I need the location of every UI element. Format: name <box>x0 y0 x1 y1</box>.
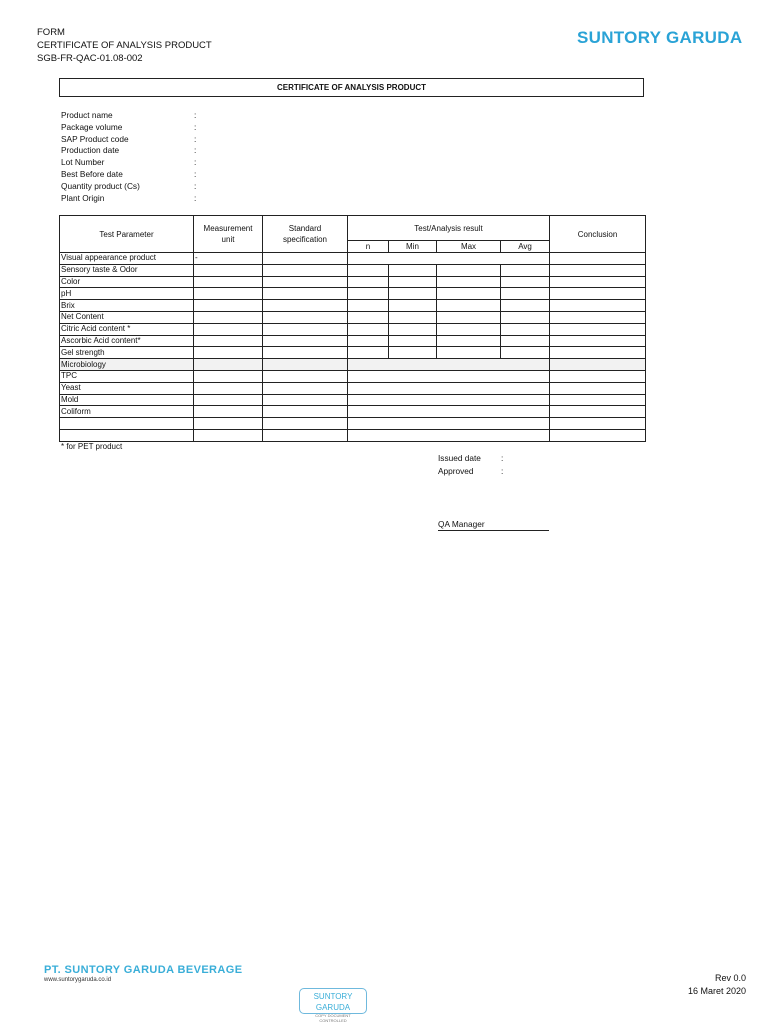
result-cell <box>348 406 550 418</box>
result-max-cell <box>437 264 501 276</box>
result-n-cell <box>348 264 389 276</box>
result-min-cell <box>389 323 437 335</box>
unit-cell <box>194 323 263 335</box>
revision: Rev 0.0 <box>714 973 746 983</box>
table-row <box>60 394 646 406</box>
product-info-colon: : <box>194 157 197 168</box>
result-max-cell <box>437 311 501 323</box>
parameter-cell: Coliform <box>60 406 194 418</box>
result-min-cell <box>389 264 437 276</box>
approved-colon: : <box>501 466 504 476</box>
specification-cell <box>263 288 348 300</box>
specification-cell <box>263 311 348 323</box>
result-min-cell <box>389 276 437 288</box>
table-row <box>60 288 646 300</box>
footer-company: PT. SUNTORY GARUDA BEVERAGE <box>44 964 243 976</box>
specification-cell <box>263 382 348 394</box>
result-cell <box>348 359 550 371</box>
unit-cell <box>194 276 263 288</box>
product-info-row <box>61 145 361 157</box>
header-min: Min <box>389 241 437 253</box>
conclusion-cell <box>550 288 646 300</box>
result-max-cell <box>437 288 501 300</box>
table-row <box>60 300 646 312</box>
product-info-row <box>61 181 361 193</box>
qa-manager-signature: QA Manager <box>438 518 549 531</box>
parameter-cell: pH <box>60 288 194 300</box>
result-cell <box>348 253 550 265</box>
specification-cell <box>263 359 348 371</box>
footer-website: www.suntorygaruda.co.id <box>44 977 112 983</box>
result-n-cell <box>348 347 389 359</box>
result-n-cell <box>348 335 389 347</box>
result-n-cell <box>348 300 389 312</box>
header-avg: Avg <box>501 241 550 253</box>
product-info-row <box>61 193 361 205</box>
parameter-cell <box>60 429 194 441</box>
form-label: FORM <box>37 27 65 38</box>
specification-cell <box>263 406 348 418</box>
stamp-brand: SUNTORY GARUDA <box>313 992 353 1012</box>
unit-cell <box>194 347 263 359</box>
issued-date-colon: : <box>501 453 504 463</box>
result-max-cell <box>437 335 501 347</box>
unit-cell: - <box>194 253 263 265</box>
conclusion-cell <box>550 253 646 265</box>
specification-cell <box>263 276 348 288</box>
unit-cell <box>194 394 263 406</box>
unit-cell <box>194 382 263 394</box>
revision-date: 16 Maret 2020 <box>687 986 746 996</box>
unit-cell <box>194 288 263 300</box>
product-info-colon: : <box>194 133 197 144</box>
table-row <box>60 347 646 359</box>
specification-cell <box>263 418 348 430</box>
conclusion-cell <box>550 347 646 359</box>
parameter-cell: TPC <box>60 370 194 382</box>
result-min-cell <box>389 288 437 300</box>
stamp-line1: COPY DOCUMENT <box>315 1013 351 1018</box>
table-row <box>60 382 646 394</box>
analysis-table-body <box>60 253 646 442</box>
controlled-copy-stamp <box>299 988 367 1023</box>
conclusion-cell <box>550 382 646 394</box>
result-max-cell <box>437 323 501 335</box>
table-row <box>60 370 646 382</box>
result-n-cell <box>348 311 389 323</box>
result-n-cell <box>348 323 389 335</box>
product-info-list <box>61 110 361 204</box>
specification-cell <box>263 429 348 441</box>
parameter-cell: Gel strength <box>60 347 194 359</box>
product-info-label: Production date <box>61 145 120 156</box>
header-test-parameter: Test Parameter <box>60 216 194 253</box>
header-standard-specification: Standard specification <box>263 216 348 253</box>
conclusion-cell <box>550 418 646 430</box>
product-info-label: Lot Number <box>61 157 105 168</box>
parameter-cell <box>60 418 194 430</box>
table-row <box>60 429 646 441</box>
unit-cell <box>194 264 263 276</box>
product-info-label: Package volume <box>61 121 123 132</box>
product-info-row <box>61 169 361 181</box>
parameter-cell: Mold <box>60 394 194 406</box>
result-avg-cell <box>501 288 550 300</box>
result-avg-cell <box>501 347 550 359</box>
result-avg-cell <box>501 323 550 335</box>
result-min-cell <box>389 347 437 359</box>
issued-date-label: Issued date <box>438 453 481 463</box>
product-info-colon: : <box>194 168 197 179</box>
result-max-cell <box>437 300 501 312</box>
document-title: CERTIFICATE OF ANALYSIS PRODUCT <box>59 78 644 97</box>
analysis-table <box>59 215 646 442</box>
specification-cell <box>263 370 348 382</box>
approved-label: Approved <box>438 466 474 476</box>
product-info-row <box>61 110 361 122</box>
table-row <box>60 311 646 323</box>
result-cell <box>348 429 550 441</box>
product-info-label: Quantity product (Cs) <box>61 180 140 191</box>
conclusion-cell <box>550 264 646 276</box>
product-info-label: Plant Origin <box>61 192 105 203</box>
result-min-cell <box>389 300 437 312</box>
result-avg-cell <box>501 264 550 276</box>
product-info-colon: : <box>194 145 197 156</box>
result-cell <box>348 370 550 382</box>
table-row <box>60 253 646 265</box>
table-row <box>60 418 646 430</box>
parameter-cell: Brix <box>60 300 194 312</box>
specification-cell <box>263 264 348 276</box>
specification-cell <box>263 394 348 406</box>
unit-cell <box>194 406 263 418</box>
product-info-colon: : <box>194 110 197 120</box>
table-row <box>60 264 646 276</box>
revision-block <box>688 972 746 998</box>
product-info-label: Product name <box>61 110 113 120</box>
specification-cell <box>263 323 348 335</box>
result-cell <box>348 394 550 406</box>
result-cell <box>348 382 550 394</box>
unit-cell <box>194 418 263 430</box>
conclusion-cell <box>550 300 646 312</box>
product-info-colon: : <box>194 192 197 203</box>
conclusion-cell <box>550 323 646 335</box>
table-row <box>60 406 646 418</box>
parameter-cell: Net Content <box>60 311 194 323</box>
header-measurement-unit: Measurement unit <box>194 216 263 253</box>
product-info-label: Best Before date <box>61 168 123 179</box>
result-max-cell <box>437 347 501 359</box>
conclusion-cell <box>550 359 646 371</box>
header-test-result: Test/Analysis result <box>348 216 550 241</box>
conclusion-cell <box>550 429 646 441</box>
specification-cell <box>263 253 348 265</box>
result-n-cell <box>348 288 389 300</box>
header-conclusion: Conclusion <box>550 216 646 253</box>
product-info-colon: : <box>194 180 197 191</box>
parameter-cell: Ascorbic Acid content* <box>60 335 194 347</box>
table-row <box>60 359 646 371</box>
specification-cell <box>263 335 348 347</box>
parameter-cell: Citric Acid content * <box>60 323 194 335</box>
form-code: SGB-FR-QAC-01.08-002 <box>37 53 143 64</box>
header-n: n <box>348 241 389 253</box>
product-info-row <box>61 122 361 134</box>
result-n-cell <box>348 276 389 288</box>
stamp-line2: CONTROLLED <box>319 1018 347 1023</box>
parameter-cell: Visual appearance product <box>60 253 194 265</box>
unit-cell <box>194 359 263 371</box>
header-max: Max <box>437 241 501 253</box>
product-info-label: SAP Product code <box>61 133 129 144</box>
table-row <box>60 276 646 288</box>
parameter-cell: Yeast <box>60 382 194 394</box>
result-avg-cell <box>501 276 550 288</box>
product-info-row <box>61 157 361 169</box>
unit-cell <box>194 311 263 323</box>
form-title: CERTIFICATE OF ANALYSIS PRODUCT <box>37 40 212 51</box>
result-cell <box>348 418 550 430</box>
parameter-cell: Color <box>60 276 194 288</box>
brand-logo: SUNTORY GARUDA <box>577 28 743 47</box>
conclusion-cell <box>550 394 646 406</box>
table-row <box>60 335 646 347</box>
conclusion-cell <box>550 406 646 418</box>
conclusion-cell <box>550 276 646 288</box>
conclusion-cell <box>550 311 646 323</box>
unit-cell <box>194 429 263 441</box>
unit-cell <box>194 300 263 312</box>
unit-cell <box>194 335 263 347</box>
result-max-cell <box>437 276 501 288</box>
parameter-cell: Microbiology <box>60 359 194 371</box>
conclusion-cell <box>550 370 646 382</box>
result-avg-cell <box>501 335 550 347</box>
specification-cell <box>263 300 348 312</box>
result-min-cell <box>389 311 437 323</box>
unit-cell <box>194 370 263 382</box>
product-info-row <box>61 134 361 146</box>
result-avg-cell <box>501 300 550 312</box>
product-info-colon: : <box>194 121 197 132</box>
result-avg-cell <box>501 311 550 323</box>
conclusion-cell <box>550 335 646 347</box>
footnote: * for PET product <box>61 442 123 451</box>
result-min-cell <box>389 335 437 347</box>
table-row <box>60 323 646 335</box>
parameter-cell: Sensory taste & Odor <box>60 264 194 276</box>
specification-cell <box>263 347 348 359</box>
